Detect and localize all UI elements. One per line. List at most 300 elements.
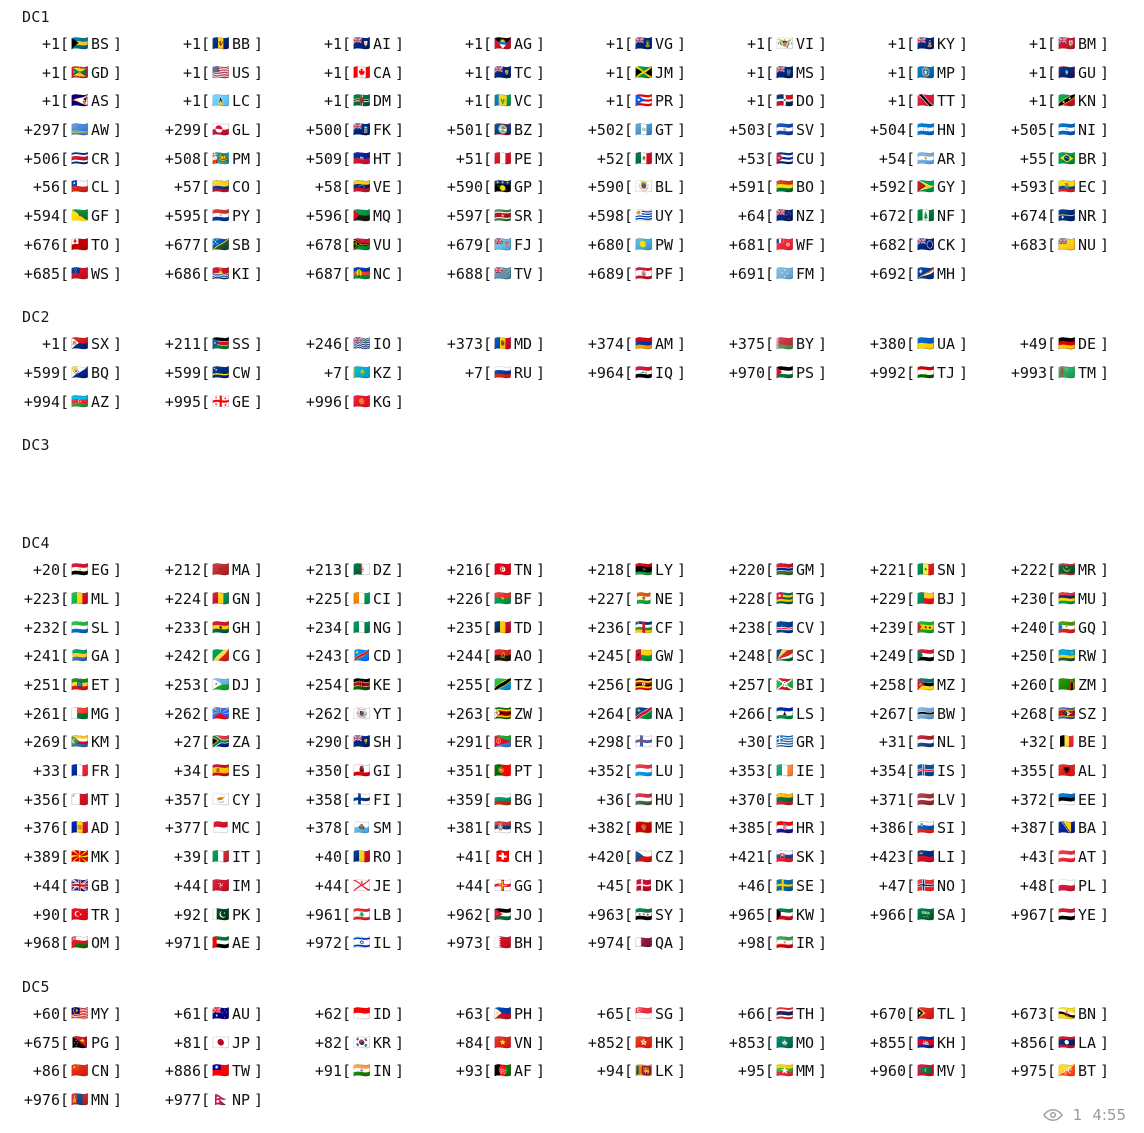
country-entry[interactable] [153,901,294,930]
country-entry[interactable] [717,231,858,260]
country-entry[interactable] [576,872,717,901]
flag-icon: 🇮🇶 [635,364,653,381]
country-entry[interactable] [999,330,1140,359]
country-entry[interactable] [576,59,717,88]
country-entry[interactable] [12,145,153,174]
dial-code: +46 [737,876,765,895]
country-entry[interactable] [435,901,576,930]
country-entry[interactable] [12,786,153,815]
country-entry[interactable] [153,260,294,289]
country-entry[interactable] [12,173,153,202]
country-entry[interactable] [717,30,858,59]
country-entry[interactable] [576,1057,717,1086]
flag-icon: 🇬🇧 [71,877,89,894]
country-entry[interactable] [294,843,435,872]
country-iso-code: NC [373,264,392,283]
flag-icon: 🇬🇲 [776,562,794,579]
country-entry[interactable] [153,614,294,643]
country-entry[interactable] [576,30,717,59]
country-entry[interactable] [576,330,717,359]
country-entry[interactable] [153,843,294,872]
country-entry[interactable] [717,116,858,145]
country-entry[interactable] [153,116,294,145]
country-entry[interactable] [12,202,153,231]
dial-code: +228 [728,589,765,608]
bracket-close: ] [959,876,969,895]
flag-icon: 🇵🇭 [494,1005,512,1022]
country-iso-code: SS [232,335,251,354]
country-entry[interactable] [12,260,153,289]
country-entry[interactable] [858,556,999,585]
country-entry[interactable] [999,786,1140,815]
bracket-open: [ [60,647,70,666]
country-entry[interactable] [294,116,435,145]
country-entry[interactable] [858,1000,999,1029]
country-entry[interactable] [12,1057,153,1086]
country-entry[interactable] [12,872,153,901]
empty-group-spacer [0,456,1144,514]
country-entry[interactable] [999,173,1140,202]
country-entry[interactable] [576,757,717,786]
dial-code: +39 [173,848,201,867]
bracket-close: ] [677,762,687,781]
country-entry[interactable] [153,872,294,901]
country-entry[interactable] [294,1000,435,1029]
country-entry[interactable] [717,585,858,614]
country-entry[interactable] [576,556,717,585]
dial-code: +359 [446,790,483,809]
country-entry[interactable] [294,585,435,614]
country-entry[interactable] [153,388,294,417]
country-entry[interactable] [12,901,153,930]
country-entry[interactable] [12,116,153,145]
bracket-close: ] [959,235,969,254]
country-entry[interactable] [717,1057,858,1086]
country-iso-code: KY [937,35,956,53]
country-entry[interactable] [999,728,1140,757]
country-entry[interactable] [12,330,153,359]
country-entry[interactable] [153,757,294,786]
country-entry[interactable] [999,872,1140,901]
dial-code: +373 [446,335,483,354]
country-entry[interactable] [435,843,576,872]
bracket-open: [ [483,905,493,924]
country-entry[interactable] [294,642,435,671]
country-entry[interactable] [999,1000,1140,1029]
country-entry[interactable] [153,145,294,174]
country-entry[interactable] [153,786,294,815]
country-entry[interactable] [576,359,717,388]
country-entry[interactable] [999,202,1140,231]
country-entry[interactable] [153,728,294,757]
bracket-open: [ [765,934,775,953]
bracket-open: [ [906,363,916,382]
country-entry[interactable] [153,671,294,700]
country-entry[interactable] [999,116,1140,145]
country-entry[interactable] [858,260,999,289]
country-entry[interactable] [858,642,999,671]
country-entry[interactable] [858,59,999,88]
dial-code: +592 [869,178,906,197]
country-entry[interactable] [999,614,1140,643]
country-entry[interactable] [294,556,435,585]
country-entry[interactable] [999,359,1140,388]
country-entry[interactable] [576,173,717,202]
bracket-open: [ [201,561,211,580]
country-entry[interactable] [294,757,435,786]
country-entry[interactable] [576,728,717,757]
country-entry[interactable] [858,728,999,757]
country-entry[interactable] [294,388,435,417]
country-entry[interactable] [717,929,858,958]
country-entry[interactable] [294,614,435,643]
bracket-open: [ [201,363,211,382]
flag-icon: 🇧🇭 [494,935,512,952]
country-entry[interactable] [858,843,999,872]
country-entry[interactable] [294,173,435,202]
country-entry[interactable] [576,901,717,930]
country-entry[interactable] [858,901,999,930]
country-entry[interactable] [435,116,576,145]
country-entry[interactable] [435,642,576,671]
country-entry[interactable] [294,901,435,930]
country-entry[interactable] [435,231,576,260]
country-entry[interactable] [717,556,858,585]
country-entry[interactable] [435,145,576,174]
dial-code: +852 [587,1033,624,1052]
country-entry[interactable] [999,145,1140,174]
country-entry[interactable] [576,87,717,116]
country-entry[interactable] [576,116,717,145]
bracket-open: [ [342,178,352,197]
country-entry[interactable] [435,814,576,843]
country-entry[interactable] [576,260,717,289]
country-entry[interactable] [717,814,858,843]
country-entry[interactable] [153,1086,294,1115]
dial-code: +996 [305,392,342,411]
country-entry[interactable] [435,929,576,958]
country-entry[interactable] [717,359,858,388]
country-entry[interactable] [435,786,576,815]
country-entry[interactable] [858,757,999,786]
flag-icon: 🇲🇩 [494,336,512,353]
country-entry[interactable] [858,1057,999,1086]
dial-code: +963 [587,905,624,924]
bracket-open: [ [483,335,493,354]
country-entry[interactable] [999,1029,1140,1058]
country-iso-code: PT [514,762,533,781]
country-entry[interactable] [294,786,435,815]
country-entry[interactable] [576,1029,717,1058]
country-entry[interactable] [153,585,294,614]
dial-code: +233 [164,618,201,637]
country-entry[interactable] [999,642,1140,671]
country-entry[interactable] [153,202,294,231]
country-entry[interactable] [999,757,1140,786]
dial-code: +255 [446,676,483,694]
country-entry[interactable] [576,814,717,843]
country-entry[interactable] [435,1057,576,1086]
bracket-close: ] [536,790,546,809]
country-iso-code: EG [91,561,110,580]
country-entry[interactable] [717,87,858,116]
country-entry[interactable] [858,814,999,843]
country-entry[interactable] [153,1057,294,1086]
country-iso-code: RU [514,363,533,382]
country-entry[interactable] [858,202,999,231]
bracket-close: ] [536,1033,546,1052]
country-entry[interactable] [153,30,294,59]
country-entry[interactable] [717,1000,858,1029]
country-entry[interactable] [717,145,858,174]
bracket-close: ] [677,934,687,953]
country-entry[interactable] [717,786,858,815]
country-entry[interactable] [999,671,1140,700]
country-entry[interactable] [435,87,576,116]
country-entry[interactable] [999,1057,1140,1086]
country-entry[interactable] [12,59,153,88]
country-entry[interactable] [435,556,576,585]
country-entry[interactable] [153,700,294,729]
dial-code: +500 [305,121,342,140]
country-entry[interactable] [153,814,294,843]
country-entry[interactable] [858,872,999,901]
country-entry[interactable] [12,585,153,614]
country-entry[interactable] [858,116,999,145]
country-entry[interactable] [12,728,153,757]
country-entry[interactable] [12,30,153,59]
country-entry[interactable] [294,87,435,116]
country-entry[interactable] [435,173,576,202]
country-entry[interactable] [294,1029,435,1058]
country-entry[interactable] [717,642,858,671]
country-entry[interactable] [294,231,435,260]
flag-icon: 🇨🇫 [635,619,653,636]
country-entry[interactable] [858,786,999,815]
country-entry[interactable] [153,1029,294,1058]
country-iso-code: NU [1078,235,1097,254]
country-entry[interactable] [576,231,717,260]
bracket-close: ] [536,1004,546,1023]
country-entry[interactable] [576,843,717,872]
country-entry[interactable] [858,145,999,174]
country-entry[interactable] [12,359,153,388]
country-entry[interactable] [294,59,435,88]
country-entry[interactable] [435,59,576,88]
country-entry[interactable] [294,330,435,359]
country-iso-code: PM [232,149,251,168]
country-entry[interactable] [12,388,153,417]
country-entry[interactable] [153,556,294,585]
country-entry[interactable] [858,173,999,202]
country-entry[interactable] [717,872,858,901]
bracket-close: ] [677,848,687,867]
country-entry[interactable] [576,786,717,815]
country-entry[interactable] [858,700,999,729]
country-iso-code: SH [373,733,392,752]
country-entry[interactable] [435,728,576,757]
country-entry[interactable] [999,814,1140,843]
country-iso-code: PE [514,149,533,168]
country-entry[interactable] [858,87,999,116]
country-entry[interactable] [576,929,717,958]
country-entry[interactable] [294,359,435,388]
country-entry[interactable] [435,260,576,289]
country-iso-code: DK [655,876,674,895]
country-entry[interactable] [717,700,858,729]
country-iso-code: IE [796,762,815,781]
country-entry[interactable] [153,87,294,116]
bracket-close: ] [1100,848,1110,867]
bracket-open: [ [624,1033,634,1052]
bracket-close: ] [113,618,123,637]
country-iso-code: FM [796,264,815,283]
country-entry[interactable] [576,585,717,614]
country-entry[interactable] [294,202,435,231]
country-entry[interactable] [153,929,294,958]
country-entry[interactable] [153,642,294,671]
country-entry[interactable] [717,671,858,700]
country-entry[interactable] [435,757,576,786]
country-entry[interactable] [12,556,153,585]
country-entry[interactable] [858,585,999,614]
country-entry[interactable] [12,1029,153,1058]
country-entry[interactable] [576,700,717,729]
flag-icon: 🇮🇳 [353,1063,371,1080]
country-entry[interactable] [294,814,435,843]
country-entry[interactable] [999,901,1140,930]
country-entry[interactable] [435,614,576,643]
country-entry[interactable] [999,556,1140,585]
country-entry[interactable] [12,814,153,843]
country-entry[interactable] [294,700,435,729]
country-entry[interactable] [999,59,1140,88]
flag-icon: 🇧🇦 [1058,820,1076,837]
country-entry[interactable] [717,59,858,88]
country-entry[interactable] [435,671,576,700]
country-entry[interactable] [12,87,153,116]
country-entry[interactable] [717,173,858,202]
country-entry[interactable] [858,671,999,700]
bracket-open: [ [201,1090,211,1109]
country-entry[interactable] [294,929,435,958]
dial-code: +91 [314,1062,342,1081]
country-entry[interactable] [999,843,1140,872]
country-entry[interactable] [576,642,717,671]
country-entry[interactable] [435,330,576,359]
country-entry[interactable] [858,614,999,643]
country-entry[interactable] [294,671,435,700]
country-entry[interactable] [153,173,294,202]
country-entry[interactable] [999,30,1140,59]
country-entry[interactable] [294,728,435,757]
country-entry[interactable] [999,700,1140,729]
country-entry[interactable] [294,260,435,289]
flag-icon: 🇦🇪 [212,935,230,952]
bracket-close: ] [818,589,828,608]
country-entry[interactable] [717,728,858,757]
flag-icon: 🇧🇹 [1058,1063,1076,1080]
dial-code: +290 [305,733,342,752]
country-entry[interactable] [576,614,717,643]
country-entry[interactable] [12,843,153,872]
country-entry[interactable] [717,330,858,359]
country-entry[interactable] [153,359,294,388]
country-entry[interactable] [435,1029,576,1058]
country-entry[interactable] [576,202,717,231]
country-entry[interactable] [153,59,294,88]
bracket-close: ] [395,335,405,354]
bracket-close: ] [113,1090,123,1109]
country-entry[interactable] [12,1000,153,1029]
country-entry[interactable] [294,30,435,59]
country-entry[interactable] [576,145,717,174]
country-entry[interactable] [294,872,435,901]
country-entry[interactable] [12,642,153,671]
country-entry[interactable] [858,330,999,359]
country-entry[interactable] [717,614,858,643]
country-entry[interactable] [294,145,435,174]
country-entry[interactable] [294,1057,435,1086]
bracket-close: ] [818,363,828,382]
country-entry[interactable] [435,359,576,388]
country-entry[interactable] [999,87,1140,116]
country-iso-code: TO [91,235,110,254]
country-entry[interactable] [717,757,858,786]
country-iso-code: MS [796,63,815,82]
country-entry[interactable] [12,614,153,643]
country-entry[interactable] [717,260,858,289]
country-entry[interactable] [576,1000,717,1029]
country-entry[interactable] [435,872,576,901]
bracket-close: ] [1100,121,1110,140]
country-entry[interactable] [717,901,858,930]
country-entry[interactable] [12,231,153,260]
country-entry[interactable] [435,585,576,614]
country-entry[interactable] [153,1000,294,1029]
country-iso-code: EC [1078,178,1097,197]
flag-icon: 🇬🇼 [635,648,653,665]
country-entry[interactable] [12,1086,153,1115]
country-entry[interactable] [717,202,858,231]
flag-icon: 🇪🇬 [71,562,89,579]
country-entry[interactable] [858,30,999,59]
country-entry[interactable] [858,359,999,388]
country-entry[interactable] [858,231,999,260]
country-entry[interactable] [435,700,576,729]
country-entry[interactable] [435,30,576,59]
bracket-open: [ [60,121,70,140]
country-entry[interactable] [999,231,1140,260]
country-entry[interactable] [12,929,153,958]
country-entry[interactable] [717,843,858,872]
country-entry[interactable] [435,202,576,231]
bracket-open: [ [60,934,70,953]
bracket-close: ] [959,1062,969,1081]
bracket-close: ] [395,876,405,895]
country-entry[interactable] [576,671,717,700]
country-entry[interactable] [435,1000,576,1029]
country-entry[interactable] [12,671,153,700]
country-entry[interactable] [999,585,1140,614]
country-entry[interactable] [858,1029,999,1058]
country-entry[interactable] [153,231,294,260]
country-entry[interactable] [12,700,153,729]
flag-icon: 🇰🇲 [71,734,89,751]
country-entry[interactable] [153,330,294,359]
country-entry[interactable] [12,757,153,786]
country-entry[interactable] [717,1029,858,1058]
